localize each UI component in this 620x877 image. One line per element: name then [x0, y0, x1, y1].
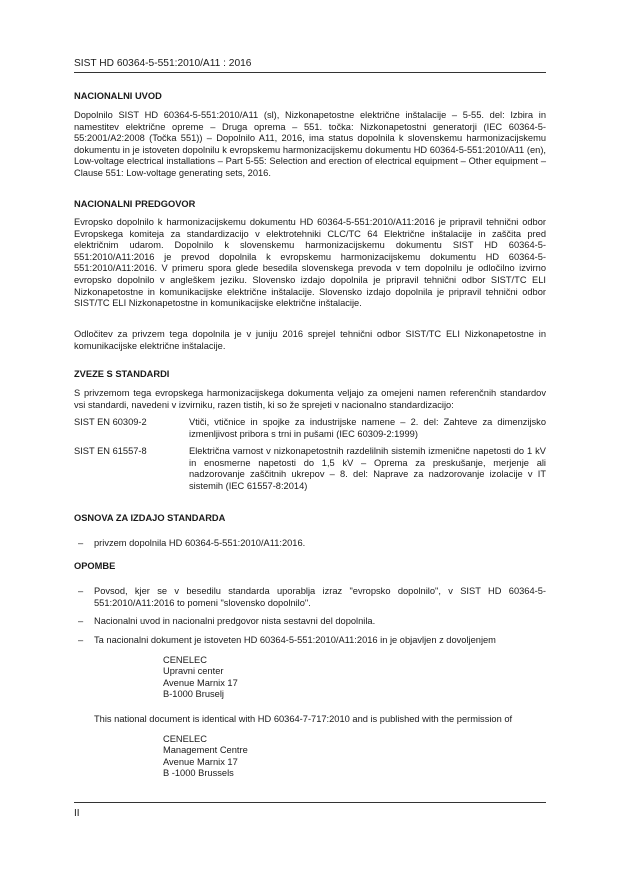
- address-line: CENELEC: [163, 734, 207, 744]
- dash-bullet: –: [78, 616, 84, 627]
- reference-title: Vtiči, vtičnice in spojke za industrijske namene – 2. del: Zahteve za dimenzijsko izmenljivost pribora s trni in pušami (IEC 60309-2:1999): [189, 417, 546, 439]
- dash-bullet: –: [78, 586, 84, 596]
- running-header: SIST HD 60364-5-551:2010/A11 : 2016: [74, 58, 252, 69]
- list-item: [74, 586, 546, 609]
- list-item: [74, 635, 546, 647]
- list-item-text: Ta nacionalni dokument je istoveten HD 60364-5-551:2010/A11:2016 in je objavljen z dovoljenjem: [94, 634, 496, 645]
- address-line: CENELEC: [163, 655, 207, 665]
- list-item-text: Povsod, kjer se v besedilu standarda uporablja izraz "evropsko dopolnilo", v SIST HD 60364-5-551:2010/A11:2016 to pomeni "slovensko dopolnilo".: [94, 586, 546, 608]
- address-line: Upravni center: [163, 666, 224, 677]
- reference-code: SIST EN 61557-8: [74, 446, 147, 457]
- page-number: II: [74, 808, 80, 819]
- heading-osnova-za-izdajo: OSNOVA ZA IZDAJO STANDARDA: [74, 513, 226, 523]
- heading-zveze-s-standardi: ZVEZE S STANDARDI: [74, 369, 170, 379]
- footer-rule: [74, 802, 546, 803]
- address-line: B -1000 Brussels: [163, 768, 234, 779]
- heading-nacionalni-uvod: NACIONALNI UVOD: [74, 91, 162, 101]
- dash-bullet: –: [78, 538, 84, 548]
- cenelec-address-en: [163, 734, 248, 780]
- reference-row: [74, 417, 546, 440]
- list-item-text: privzem dopolnila HD 60364-5-551:2010/A11:2016.: [94, 538, 306, 548]
- osnova-list: [74, 538, 546, 557]
- dash-bullet: –: [78, 634, 84, 645]
- reference-code: SIST EN 60309-2: [74, 417, 147, 427]
- list-item: [74, 538, 546, 550]
- uvod-paragraph: Dopolnilo SIST HD 60364-5-551:2010/A11 (sl), Nizkonapetostne električne inštalacije – 5-55. del: Izbira in namestitev električne opreme – Druga oprema – 551. točka: Nizkonapetostni generatorji (IEC 60364-5-55:2001/A2:2008 (Točka 551)) – Dopolnilo A11, 2016, ima status dopolnila k slovenskemu harmonizacijskemu dokumentu in je istoveten dopolnilu k evropskemu harmonizacijskemu dokumentu HD 60364-5-551:2010/A11 (en), Low-voltage electrical installations – Part 5-55: Selection and erection of electrical equipment – Other equipment – Clause 551: Low-voltage generating sets, 2016.: [74, 110, 546, 178]
- header-rule: [74, 72, 546, 73]
- predgovor-paragraph-2: Odločitev za privzem tega dopolnila je v juniju 2016 sprejel tehnični odbor SIST/TC ELI Nizkonapetostne in komunikacijske električne inštalacije.: [74, 329, 546, 351]
- address-line: B-1000 Bruselj: [163, 689, 224, 700]
- address-line: Avenue Marnix 17: [163, 756, 238, 767]
- list-item: [74, 616, 546, 628]
- predgovor-paragraph-1: Evropsko dopolnilo k harmonizacijskemu dokumentu HD 60364-5-551:2010/A11:2016 je pripravil tehnični odbor Evropskega komiteja za standardizacijo v elektrotehniki CLC/TC 64 Električne inštalacije in zaščita pred električnim udarom. Dopolnilo k slovenskemu harmonizacijskemu dokumentu SIST HD 60364-5-551:2010/A11:2016 je prevod dopolnila k evropskemu harmonizacijskemu dokumentu HD 60364-5-551:2010/A11:2016. V primeru spora glede besedila slovenskega prevoda v tem dopolnilu je odločilno izvirno evropsko dopolnilo v angleškem jeziku. Slovensko izdajo dopolnila je pripravil tehnični odbor SIST/TC ELI Nizkonapetostne in komunikacijske električne inštalacije. Slovensko izdajo dopolnila je pripravil tehnični odbor SIST/TC ELI Nizkonapetostne in komunikacijske električne inštalacije.: [74, 217, 546, 309]
- address-line: Management Centre: [163, 745, 248, 756]
- heading-nacionalni-predgovor: NACIONALNI PREDGOVOR: [74, 199, 196, 209]
- reference-row: [74, 446, 546, 492]
- zveze-intro: S privzemom tega evropskega harmonizacijskega dokumenta veljajo za omejeni namen referenčnih standardov vsi standardi, navedeni v izvirniku, razen tistih, ki so že sprejeti v nacionalno standardizacijo:: [74, 388, 546, 410]
- address-line: Avenue Marnix 17: [163, 677, 238, 688]
- cenelec-address-sl: [163, 655, 238, 701]
- list-item-text: Nacionalni uvod in nacionalni predgovor nista sestavni del dopolnila.: [94, 616, 376, 627]
- reference-title: Električna varnost v nizkonapetostnih razdelilnih sistemih izmenične napetosti do 1 kV in enosmerne napetosti do 1,5 kV – Oprema za preskušanje, merjenje ali nadzorovanje zaščitnih ukrepov – 8. del: Naprave za nadzorovanje izolacije v IT sistemih (IEC 61557-8:2014): [189, 446, 546, 491]
- reference-standards-table: [74, 417, 546, 499]
- heading-opombe: OPOMBE: [74, 561, 116, 571]
- english-permission-note: This national document is identical with HD 60364-7-717:2010 and is published with the permission of: [94, 714, 513, 724]
- opombe-list: [74, 586, 546, 653]
